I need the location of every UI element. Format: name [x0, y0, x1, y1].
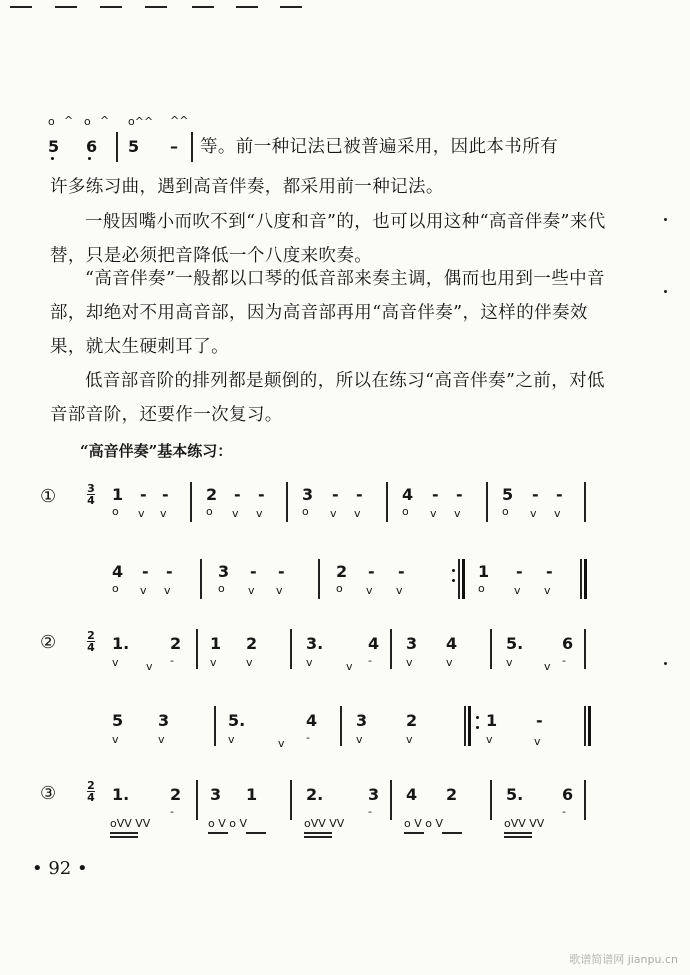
exercise-2-line-1: 1. 2 v v - 1 2 v v 3. 4 v v - 3 4 v v 5. 6 v v -	[100, 625, 600, 675]
margin-mark	[664, 290, 667, 293]
top-rule	[0, 0, 690, 16]
time-signature: 3 4	[87, 482, 95, 507]
paragraph-1-line2	[50, 170, 610, 204]
paragraph-1	[200, 130, 600, 164]
exercise-label-1: ①	[40, 486, 57, 507]
inline-note: –	[170, 137, 178, 156]
exercise-3-line-1: 1. 2 oVV VV - 3 1 o V o V 2. 3 oVV VV - 4 2 o V o V 5. 6 oVV VV -	[100, 776, 600, 846]
inline-note: 5	[48, 137, 60, 156]
exercise-title: “高音伴奏”基本练习：	[80, 442, 233, 460]
paragraph-1-text: 许多练习曲，遇到高音伴奏，都采用前一种记法。	[50, 177, 444, 197]
exercise-2-line-2: 5 3 v v 5. 4 v v - 3 2 v v 1 - v v	[100, 702, 600, 752]
watermark: 歌谱简谱网 jianpu.cn	[569, 953, 678, 966]
exercise-1-line-1: 1 - - o v v 2 - - o v v 3 - - o v v 4 - - o v v 5 - - o v v	[100, 478, 600, 528]
paragraph-2-text: 一般因嘴小而吹不到“八度和音”的，也可以用这种“高音伴奏”来代替，只是必须把音降低一个八度来吹奏。	[50, 212, 606, 266]
inline-note: 6	[86, 137, 98, 156]
margin-mark	[664, 218, 667, 221]
time-signature: 2 4	[87, 629, 95, 654]
exercise-label-2: ②	[40, 632, 57, 653]
paragraph-1-rest: 等。前一种记法已被普遍采用，因此本书所有	[200, 137, 558, 157]
exercise-label-3: ③	[40, 783, 57, 804]
time-signature: 2 4	[87, 779, 95, 804]
page-number: • 92 •	[32, 858, 88, 879]
exercise-1-line-2: 4 - - o v v 3 - - o v v 2 - - o v v 1 - - o v v	[100, 555, 600, 605]
inline-notation: o ^ o ^ o^^ ^^ 5 6 5 –	[46, 112, 196, 168]
inline-note: 5	[128, 137, 140, 156]
paragraph-4	[50, 364, 610, 432]
paragraph-4-text: 低音部音阶的排列都是颠倒的，所以在练习“高音伴奏”之前，对低音部音阶，还要作一次复习。	[50, 371, 605, 425]
paragraph-3-text: “高音伴奏”一般都以口琴的低音部来奏主调，偶而也用到一些中音部，却绝对不用高音部，因为高音部再用“高音伴奏”，这样的伴奏效果，就太生硬刺耳了。	[50, 269, 605, 357]
margin-mark	[664, 662, 667, 665]
paragraph-3	[50, 262, 610, 364]
